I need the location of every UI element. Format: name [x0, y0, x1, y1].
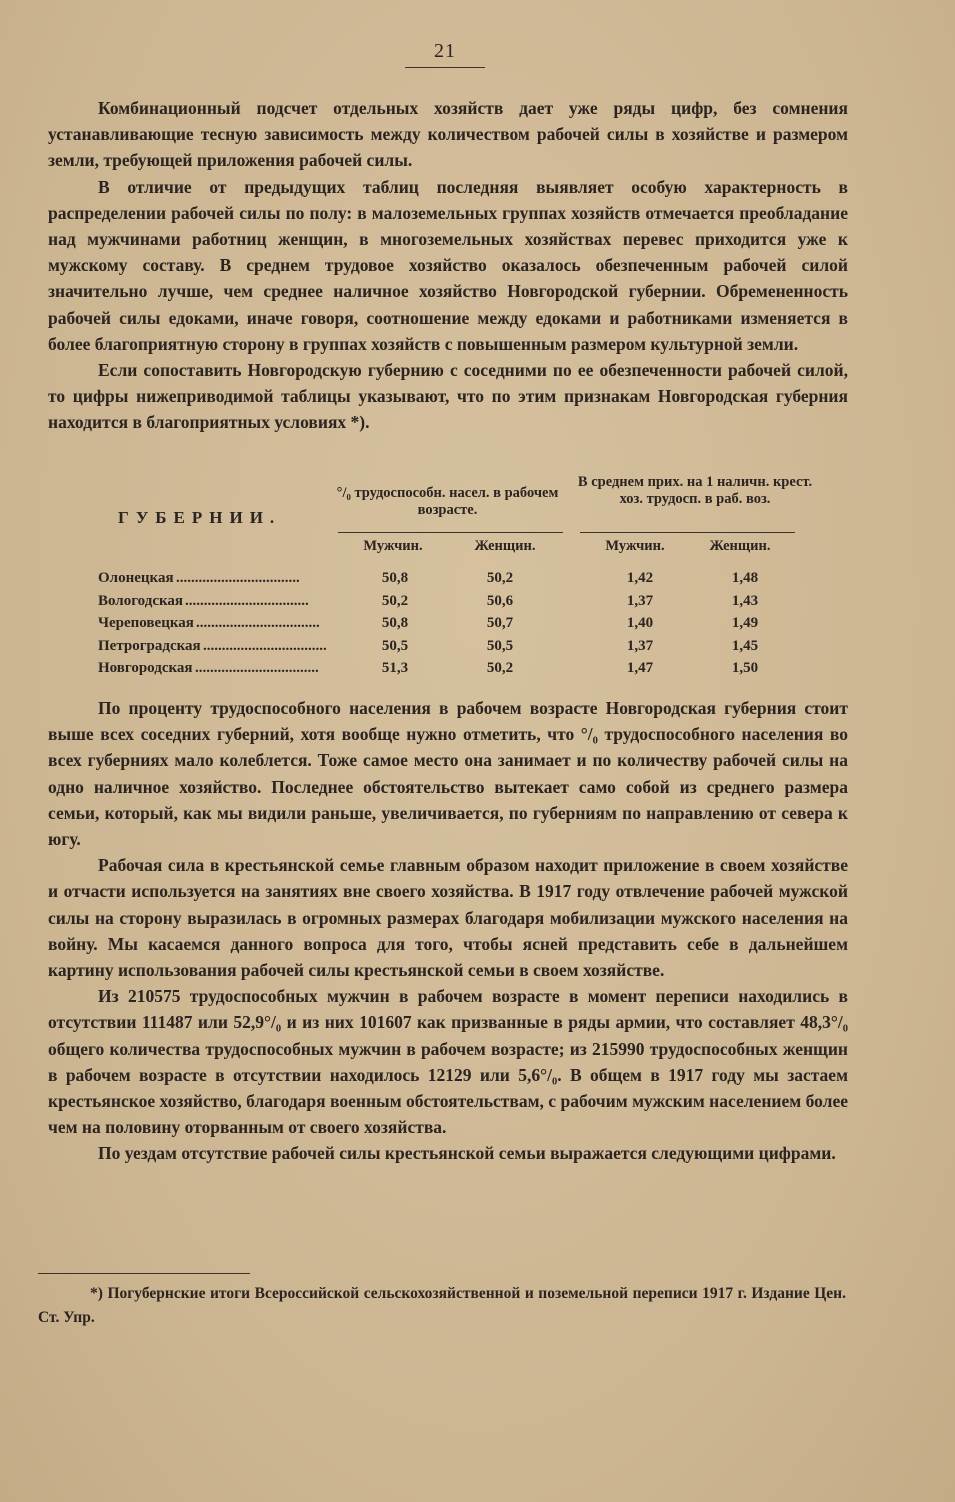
cell-m-avg: 1,47	[626, 660, 654, 676]
subheader-women: Женщин.	[474, 538, 536, 554]
table-row	[60, 638, 820, 660]
row-gubernia-name: Череповецкая	[98, 615, 194, 631]
paragraph: Комбинационный подсчет отдельных хозяйств дает уже ряды цифр, без сомнения устанавливающие тесную зависимость между количеством рабочей силы в хозяйстве и размером земли, требующей приложения рабочей силы.	[48, 98, 848, 171]
cell-m-avg: 1,37	[626, 637, 654, 654]
table-row	[60, 660, 820, 682]
text-block-top	[48, 95, 848, 436]
cell-w-avg: 1,43	[731, 592, 759, 609]
cell-w-pct: 50,2	[486, 660, 514, 676]
cell-w-pct: 50,5	[486, 637, 514, 654]
paragraph: По проценту трудоспособного населения в рабочем возрасте Новгородская губерния стоит выше всех соседних губерний, хотя вообще нужно отметить, что °/₀ трудоспособного населения во всех губерниях мало колеблется. Тоже самое место она занимает и по количеству рабочей силы на одно наличное хозяйство. Последнее обстоятельство вытекает само собой из среднего размера семьи, который, как мы видили раньше, увеличивается, по губерниям по направлению от севера к югу.	[48, 698, 848, 850]
row-gubernia-name: Новгородская	[98, 660, 193, 676]
cell-m-pct: 50,5	[381, 637, 409, 654]
subheader-men: Мужчин.	[605, 538, 665, 554]
leader-dots: .................................	[176, 570, 300, 586]
cell-w-avg: 1,50	[731, 660, 759, 676]
cell-m-avg: 1,37	[626, 592, 654, 609]
subheader-women: Женщин.	[709, 538, 771, 554]
cell-w-avg: 1,48	[731, 570, 759, 586]
cell-w-pct: 50,7	[486, 615, 514, 631]
cell-w-pct: 50,6	[486, 592, 514, 609]
footnote-rule	[38, 1273, 250, 1274]
cell-m-avg: 1,42	[626, 570, 654, 586]
column-header-gubernii: ГУБЕРНИИ.	[118, 508, 282, 527]
paragraph: Из 210575 трудоспособных мужчин в рабочем возрасте в момент переписи находились в отсутствии 111487 или 52,9°/₀ и из них 101607 как призванные в ряды армии, что составляет 48,3°/₀ общего количества трудоспособных мужчин в рабочем возрасте; из 215990 трудоспособных женщин в рабочем возрасте в отсутствии находилось 12129 или 5,6°/₀. В общем в 1917 году мы застаем крестьянское хозяйство, благодаря военным обстоятельствам, с рабочим мужским населением более чем на половину оторванным от своего хозяйства.	[48, 986, 848, 1138]
cell-w-pct: 50,2	[486, 570, 514, 586]
cell-m-pct: 50,8	[381, 615, 409, 631]
cell-m-avg: 1,40	[626, 615, 654, 631]
table-row	[60, 615, 820, 637]
row-gubernia-name: Олонецкая	[98, 570, 174, 586]
paragraph: В отличие от предыдущих таблиц последняя выявляет особую характерность в распределении рабочей силы по полу: в малоземельных группах хозяйств отмечается преобладание над мужчинами работниц женщин, в многоземельных хозяйствах перевес приходится уже к мужскому составу. В среднем трудовое хозяйство оказалось обезпеченным рабочей силой значительно лучше, чем среднее наличное хозяйство Новгородской губернии. Обремененность рабочей силы едоками, иначе говоря, соотношение между едоками и работниками изменяется в более благоприятную сторону в группах хозяйств с повышенным размером культурной земли.	[48, 176, 848, 354]
leader-dots: .................................	[195, 660, 319, 676]
cell-m-pct: 50,2	[381, 592, 409, 609]
footnote-text: *) Погубернские итоги Всероссийской сельскохозяйственной и поземельной переписи 1917 г. Издание Цен. Ст. Упр.	[38, 1285, 846, 1326]
group-header-average: В среднем прих. на 1 наличн. крест. хоз. трудосп. в раб. воз.	[577, 474, 813, 507]
leader-dots: .................................	[185, 592, 309, 609]
cell-w-avg: 1,45	[731, 637, 759, 654]
paragraph: Если сопоставить Новгородскую губернию с соседними по ее обезпеченности рабочей силой, то цифры нижеприводимой таблицы указывают, что по этим признакам Новгородская губерния находится в благоприятных условиях *).	[48, 360, 848, 433]
subheader-men: Мужчин.	[363, 538, 423, 554]
footnote	[38, 1282, 846, 1330]
cell-m-pct: 50,8	[381, 570, 409, 586]
leader-dots: .................................	[196, 615, 320, 631]
paragraph: Рабочая сила в крестьянской семье главным образом находит приложение в своем хозяйстве и отчасти используется на занятиях вне своего хозяйства. В 1917 году отвлечение рабочей мужской силы на сторону выразилась в огромных размерах благодаря мобилизации мужского населения на войну. Мы касаемся данного вопроса для того, чтобы ясней представить себе в дальнейшем картину использования рабочей силы крестьянской семьи в своем хозяйстве.	[48, 855, 848, 981]
gubernii-table	[60, 470, 820, 690]
text-block-bottom	[48, 695, 848, 1167]
paragraph: По уездам отсутствие рабочей силы крестьянской семьи выражается следующими цифрами.	[98, 1143, 836, 1164]
row-gubernia-name: Петроградская	[98, 637, 201, 654]
group-header-percent: °/₀ трудоспособн. насел. в рабочем возрасте.	[336, 485, 559, 518]
cell-m-pct: 51,3	[381, 660, 409, 676]
table-row	[60, 593, 820, 615]
page-number: 21	[405, 40, 485, 68]
table-row	[60, 570, 820, 592]
cell-w-avg: 1,49	[731, 615, 759, 631]
leader-dots: .................................	[203, 637, 327, 654]
row-gubernia-name: Вологодская	[98, 592, 184, 609]
